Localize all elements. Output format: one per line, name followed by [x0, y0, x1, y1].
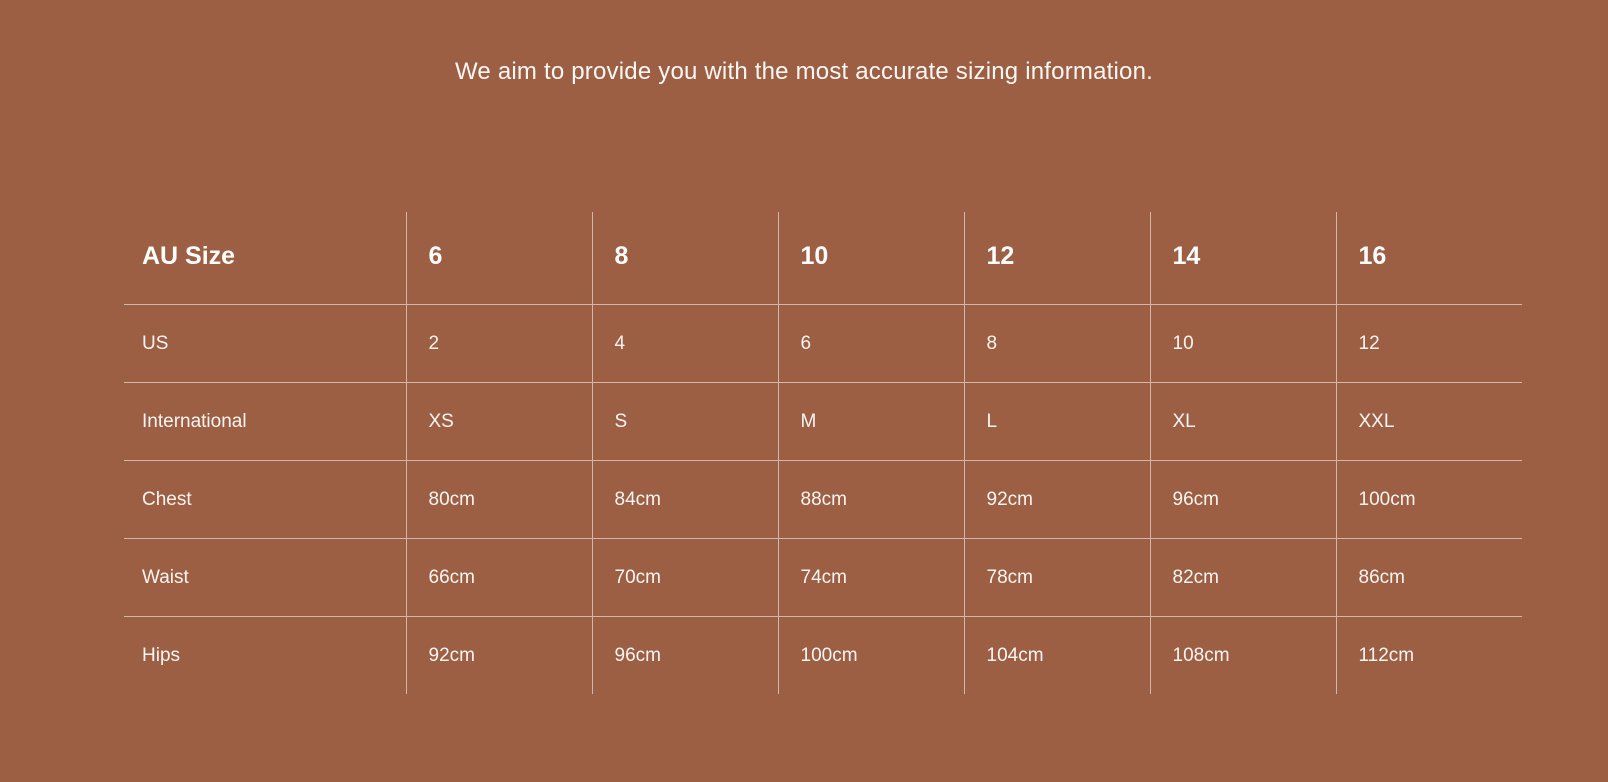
table-row: [124, 305, 1522, 383]
row-label-us: US: [124, 305, 406, 383]
cell-hips-8: 96cm: [592, 617, 778, 695]
cell-chest-8: 84cm: [592, 461, 778, 539]
cell-international-14: XL: [1150, 383, 1336, 461]
cell-waist-8: 70cm: [592, 539, 778, 617]
table-row: [124, 539, 1522, 617]
cell-international-10: M: [778, 383, 964, 461]
cell-waist-16: 86cm: [1336, 539, 1522, 617]
size-chart-table: [124, 212, 1522, 694]
cell-chest-10: 88cm: [778, 461, 964, 539]
cell-waist-10: 74cm: [778, 539, 964, 617]
table-body: [124, 305, 1522, 695]
cell-us-8: 4: [592, 305, 778, 383]
column-header-size-16: 16: [1336, 212, 1522, 305]
column-header-size-10: 10: [778, 212, 964, 305]
cell-hips-16: 112cm: [1336, 617, 1522, 695]
intro-text: We aim to provide you with the most accurate sizing information.: [455, 58, 1153, 85]
cell-international-8: S: [592, 383, 778, 461]
column-header-size-6: 6: [406, 212, 592, 305]
cell-waist-6: 66cm: [406, 539, 592, 617]
column-header-size-14: 14: [1150, 212, 1336, 305]
cell-waist-14: 82cm: [1150, 539, 1336, 617]
column-header-size-8: 8: [592, 212, 778, 305]
row-label-chest: Chest: [124, 461, 406, 539]
table-row: [124, 461, 1522, 539]
table-row: [124, 383, 1522, 461]
cell-chest-16: 100cm: [1336, 461, 1522, 539]
cell-hips-12: 104cm: [964, 617, 1150, 695]
size-chart-container: [124, 212, 1520, 694]
cell-chest-14: 96cm: [1150, 461, 1336, 539]
cell-us-10: 6: [778, 305, 964, 383]
row-label-waist: Waist: [124, 539, 406, 617]
cell-us-6: 2: [406, 305, 592, 383]
table-row: [124, 617, 1522, 695]
cell-us-16: 12: [1336, 305, 1522, 383]
cell-us-14: 10: [1150, 305, 1336, 383]
cell-hips-6: 92cm: [406, 617, 592, 695]
table-header-row: [124, 212, 1522, 305]
cell-waist-12: 78cm: [964, 539, 1150, 617]
cell-chest-12: 92cm: [964, 461, 1150, 539]
column-header-au-size: AU Size: [124, 212, 406, 305]
row-label-hips: Hips: [142, 644, 181, 666]
cell-international-12: L: [964, 383, 1150, 461]
column-header-size-12: 12: [964, 212, 1150, 305]
cell-chest-6: 80cm: [406, 461, 592, 539]
cell-hips-10: 100cm: [778, 617, 964, 695]
cell-hips-14: 108cm: [1150, 617, 1336, 695]
cell-international-6: XS: [406, 383, 592, 461]
cell-us-12: 8: [964, 305, 1150, 383]
table-header: [124, 212, 1522, 305]
cell-international-16: XXL: [1336, 383, 1522, 461]
row-label-international: International: [124, 383, 406, 461]
